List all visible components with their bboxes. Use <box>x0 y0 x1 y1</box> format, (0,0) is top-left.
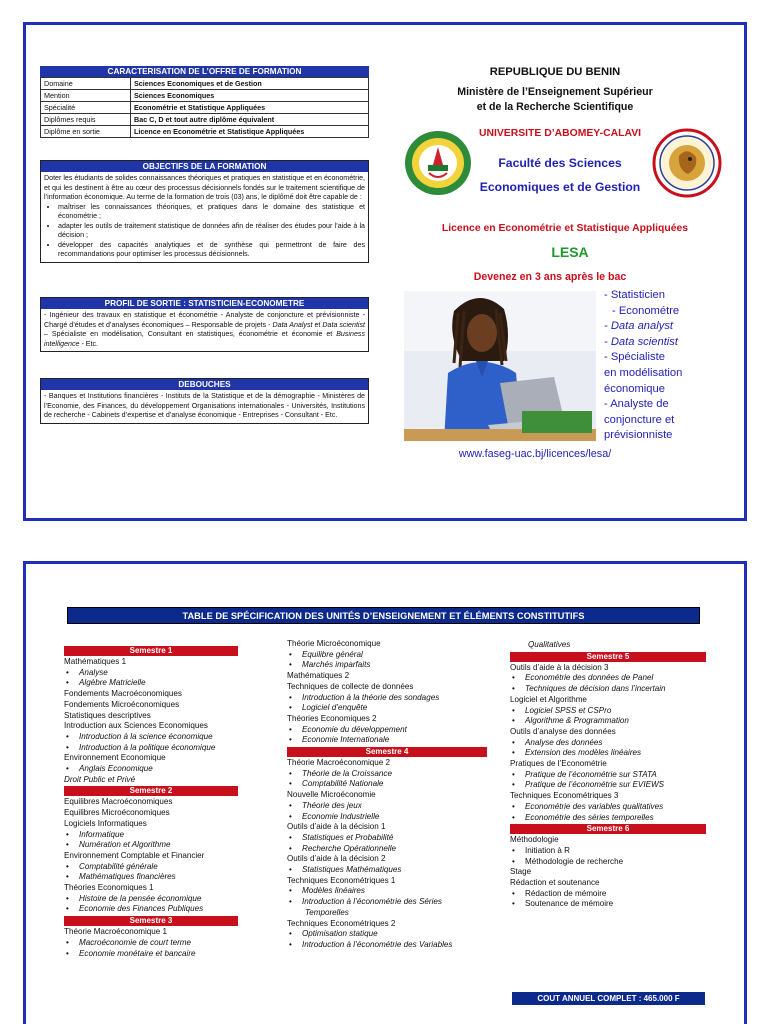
course-item: Environnement Economique <box>64 753 166 763</box>
course-item: • Statistiques Mathématiques <box>287 865 487 876</box>
course-item: • Optimisation statique <box>287 929 487 940</box>
course-item: • Economie Internationale <box>287 735 487 746</box>
objectifs-section <box>40 160 369 263</box>
course-item: Théorie Macroéconomique 2 <box>287 758 391 768</box>
course-item: • Introduction à la science économique <box>64 732 238 743</box>
course-column-3 <box>510 640 706 910</box>
course-item: Introduction aux Sciences Economiques <box>64 721 208 731</box>
course-item: Techniques Econométriques 2 <box>287 918 396 928</box>
objectifs-intro: Doter les étudiants de solides connaissances théoriques et pratiques en statistique et en économétrie, et qui les destinent à être au cœur des processus décisionnels fondés sur le traitement scientifique de l’information économique. Au terme de la formation de trois (03) ans, le diplômé doit être capable de : <box>44 174 365 201</box>
course-item: • Extension des modèles linéaires <box>510 748 706 759</box>
course-item: • Histoire de la pensée économique <box>64 894 238 905</box>
course-item: Equilibres Macroéconomiques <box>64 797 173 807</box>
row-value: Bac C, D et tout autre diplôme équivalent <box>131 114 369 126</box>
list-item: - Econométre <box>612 304 680 317</box>
table-row <box>41 102 369 114</box>
course-item: Fondements Microéconomiques <box>64 699 180 709</box>
semester-header: Semestre 1 <box>64 646 238 656</box>
profil-data-analyst: Data Analyst <box>272 320 313 329</box>
objectifs-text <box>41 172 368 262</box>
caracterisation-title: CARACTERISATION DE L’OFFRE DE FORMATION <box>40 66 369 77</box>
lesa-acronym: LESA <box>551 244 589 260</box>
course-item: • Introduction à l’économétrie des Variables <box>287 940 487 951</box>
course-item: Rédaction et soutenance <box>510 878 600 888</box>
course-item: Qualitatives <box>528 640 571 649</box>
course-item: • Macroéconomie de court terme <box>64 938 238 949</box>
profil-text-c: - Etc. <box>79 339 99 348</box>
profil-section <box>40 297 369 352</box>
course-item: • Comptabilité générale <box>64 862 238 873</box>
course-item: • Economie des Finances Publiques <box>64 904 238 915</box>
profil-title: PROFIL DE SORTIE : STATISTICIEN-ECONOMETRE <box>41 298 368 309</box>
course-item: Théorie Macroéconomique 1 <box>64 927 168 937</box>
profil-and: et <box>312 320 323 329</box>
semester-header: Semestre 5 <box>510 652 706 662</box>
course-item: • Logiciel SPSS et CSPro <box>510 706 706 717</box>
licence-title: Licence en Econométrie et Statistique Appliquées <box>441 223 689 234</box>
course-item: Théories Economiques 1 <box>64 883 154 893</box>
course-item: • Rédaction de mémoire <box>510 889 706 900</box>
universite-name: UNIVERSITE D’ABOMEY-CALAVI <box>478 128 642 139</box>
course-item: Temporelles <box>305 907 349 917</box>
debouches-section <box>40 378 369 424</box>
course-item: Outils d’aide à la décision 1 <box>287 822 386 832</box>
row-key: Mention <box>41 90 131 102</box>
row-value: Econométrie et Statistique Appliquées <box>131 102 369 114</box>
list-item: • adapter les outils de traitement statistique de données afin de réaliser des études pour l’aide à la décision ; <box>58 222 365 241</box>
course-item: • Equilibre général <box>287 650 487 661</box>
course-item: • Economie Industrielle <box>287 812 487 823</box>
faseg-seal-icon <box>652 128 722 198</box>
uac-seal-logo <box>403 129 473 197</box>
course-item: Outils d’aide à la décision 3 <box>510 662 609 672</box>
row-key: Diplômes requis <box>41 114 131 126</box>
list-item: - Data analyst <box>604 320 674 333</box>
course-item: Outils d’aide à la décision 2 <box>287 854 386 864</box>
course-item: Théorie Microéconomique <box>287 639 381 648</box>
list-item: économique <box>604 382 665 395</box>
course-item: Outils d’analyse des données <box>510 726 616 736</box>
profil-business-intelligence: Business intelligence <box>44 330 365 348</box>
course-column-2 <box>287 639 487 951</box>
course-item: • Techniques de décision dans l’incertain <box>510 684 706 695</box>
row-key: Domaine <box>41 78 131 90</box>
course-item: • Algèbre Matricielle <box>64 678 238 689</box>
course-item: Mathématiques 2 <box>287 671 350 681</box>
table-row <box>41 126 369 138</box>
list-item: - Analyste de <box>604 398 669 411</box>
table-row <box>41 78 369 90</box>
table-title: TABLE DE SPÉCIFICATION DES UNITÉS D’ENSEIGNEMENT ET ÉLÉMENTS CONSTITUTIFS <box>67 607 700 624</box>
course-item: • Statistiques et Probabilité <box>287 833 487 844</box>
list-item: conjoncture et <box>604 413 675 426</box>
course-item: Equilibres Microéconomiques <box>64 808 170 818</box>
course-item: • Pratique de l’économétrie sur STATA <box>510 770 706 781</box>
course-item: Stage <box>510 867 532 877</box>
ministere-line-1: Ministère de l’Enseignement Supérieur <box>457 86 653 98</box>
course-item: Environnement Comptable et Financier <box>64 850 205 860</box>
profil-text-a: - Ingénieur des travaux en statistique et économétrie - Analyste de conjoncture et prévisionniste - Chargé d’études et d’analyses économiques – Responsable de projets - <box>44 311 365 329</box>
course-item: Techniques de collecte de données <box>287 681 414 691</box>
course-item: • Analyse des données <box>510 738 706 749</box>
student-photo <box>404 291 596 441</box>
course-item: Fondements Macroéconomiques <box>64 689 182 699</box>
objectifs-list <box>58 203 365 260</box>
course-item: • Anglais Economique <box>64 764 238 775</box>
row-value: Sciences Economiques <box>131 90 369 102</box>
semester-header: Semestre 4 <box>287 747 487 757</box>
course-item: • Econométrie des variables qualitatives <box>510 802 706 813</box>
profil-text <box>41 309 368 351</box>
course-item: • Economie monétaire et bancaire <box>64 949 238 960</box>
list-item: - Statisticien <box>604 289 665 301</box>
faseg-seal-logo <box>652 128 722 198</box>
course-item: • Pratique de l’économétrie sur EVIEWS <box>510 780 706 791</box>
profil-text-b: – Spécialiste en modélisation, Consultant en statistiques, économétrie et économie et <box>44 330 337 338</box>
course-item: Logiciels Informatiques <box>64 818 147 828</box>
semester-header: Semestre 2 <box>64 786 238 796</box>
faculte-name <box>460 151 660 199</box>
course-item: Théories Economiques 2 <box>287 713 377 723</box>
course-item: • Logiciel d’enquête <box>287 703 487 714</box>
debouches-text: - Banques et Institutions financières - Instituts de la Statistique et de la démographie - Ministères de l’Economie, des Finances, du développement Organisations internationales - Universités, Institutions de recherche - Cabinets d’expertise et d’analyse économique - Entreprises - Consultant - Etc. <box>44 392 365 419</box>
program-url-link[interactable]: www.faseg-uac.bj/licences/lesa/ <box>458 448 612 460</box>
annual-cost-badge: COUT ANNUEL COMPLET : 465.000 F <box>512 992 705 1005</box>
course-item: Droit Public et Privé <box>64 774 136 784</box>
course-item: • Analyse <box>64 668 238 679</box>
row-key: Diplôme en sortie <box>41 126 131 138</box>
course-item: • Informatique <box>64 830 238 841</box>
row-value: Licence en Econométrie et Statistique Appliquées <box>131 126 369 138</box>
caracterisation-section <box>40 66 369 138</box>
profil-data-scientist: Data scientist <box>322 320 366 329</box>
row-key: Spécialité <box>41 102 131 114</box>
course-item: • Modèles linéaires <box>287 886 487 897</box>
course-item: Méthodologie <box>510 835 559 845</box>
course-item: • Théorie de la Croissance <box>287 769 487 780</box>
course-item: • Recherche Opérationnelle <box>287 844 487 855</box>
row-value: Sciences Economiques et de Gestion <box>131 78 369 90</box>
semester-header: Semestre 6 <box>510 824 706 834</box>
course-item: Statistiques descriptives <box>64 710 151 720</box>
list-item: prévisionniste <box>604 429 673 442</box>
table-row <box>41 90 369 102</box>
course-item: • Econométrie des séries temporelles <box>510 813 706 824</box>
faculte-line-1: Faculté des Sciences <box>498 156 622 170</box>
course-item: • Initiation à R <box>510 846 706 857</box>
ministere-line-2: et de la Recherche Scientifique <box>476 101 634 113</box>
course-item: • Introduction à l’économétrie des Séries <box>287 897 487 908</box>
tagline: Devenez en 3 ans après le bac <box>473 271 627 283</box>
course-item: • Econométrie des données de Panel <box>510 673 706 684</box>
faculte-line-2: Economiques et de Gestion <box>479 180 641 194</box>
ministere-block <box>420 85 690 115</box>
course-item: Pratiques de l’Econométrie <box>510 759 607 769</box>
course-item: • Introduction à la politique économique <box>64 743 238 754</box>
list-item: - Data scientist <box>604 335 678 348</box>
course-item: • Comptabilité Nationale <box>287 779 487 790</box>
objectifs-title: OBJECTIFS DE LA FORMATION <box>41 161 368 172</box>
uac-seal-icon <box>403 129 473 197</box>
republique-title: REPUBLIQUE DU BENIN <box>489 66 621 78</box>
list-item: • développer des capacités analytiques et de synthèse qui permettront de faire des recommandations pour optimiser les processus décisionnels. <box>58 241 365 260</box>
course-item: Techniques Econométriques 3 <box>510 791 619 801</box>
course-item: • Economie du développement <box>287 725 487 736</box>
course-item: • Soutenance de mémoire <box>510 899 706 910</box>
list-item: • maîtriser les connaissances théoriques, et pratiques dans le domaine des statistique et économétrie ; <box>58 203 365 222</box>
course-item: Logiciel et Algorithme <box>510 694 587 704</box>
course-item: Techniques Econométriques 1 <box>287 875 396 885</box>
table-row <box>41 114 369 126</box>
course-item: • Théorie des jeux <box>287 801 487 812</box>
caracterisation-table <box>40 77 369 138</box>
course-item: • Algorithme & Programmation <box>510 716 706 727</box>
debouches-title: DEBOUCHES <box>41 379 368 390</box>
course-item: Nouvelle Microéconomie <box>287 790 376 800</box>
student-photo-illustration <box>404 291 596 441</box>
course-item: • Introduction à la théorie des sondages <box>287 693 487 704</box>
debouches-list <box>604 288 682 444</box>
course-item: • Marchés imparfaits <box>287 660 487 671</box>
list-item: - Spécialiste <box>604 351 665 364</box>
list-item: en modélisation <box>604 366 683 379</box>
course-column-1 <box>64 645 238 959</box>
course-item: • Numération et Algorithme <box>64 840 238 851</box>
semester-header: Semestre 3 <box>64 916 238 926</box>
course-item: • Méthodologie de recherche <box>510 857 706 868</box>
course-item: • Mathématiques financières <box>64 872 238 883</box>
course-item: Mathématiques 1 <box>64 657 127 666</box>
